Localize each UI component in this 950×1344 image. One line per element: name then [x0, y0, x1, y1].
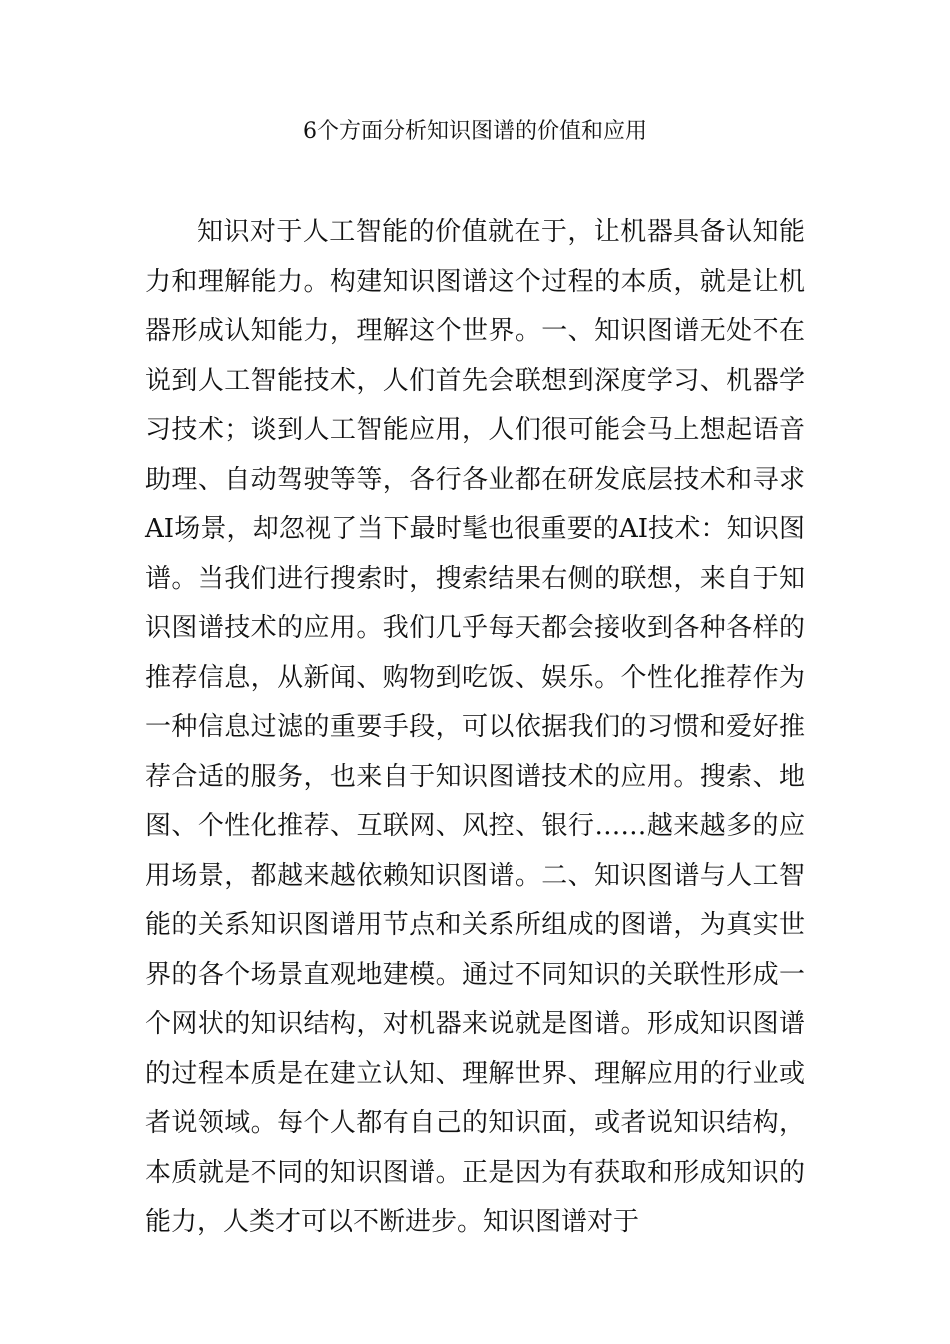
body-paragraph: 知识对于人工智能的价值就在于，让机器具备认知能力和理解能力。构建知识图谱这个过程的本质，就是让机器形成认知能力，理解这个世界。一、知识图谱无处不在说到人工智能技术，人们首先会联想到深度学习、机器学习技术；谈到人工智能应用，人们很可能会马上想起语音助理、自动驾驶等等，各行各业都在研发底层技术和寻求AI场景，却忽视了当下最时髦也很重要的AI技术：知识图谱。当我们进行搜索时，搜索结果右侧的联想，来自于知识图谱技术的应用。我们几乎每天都会接收到各种各样的推荐信息，从新闻、购物到吃饭、娱乐。个性化推荐作为一种信息过滤的重要手段，可以依据我们的习惯和爱好推荐合适的服务，也来自于知识图谱技术的应用。搜索、地图、个性化推荐、互联网、风控、银行……越来越多的应用场景，都越来越依赖知识图谱。二、知识图谱与人工智能的关系知识图谱用节点和关系所组成的图谱，为真实世界的各个场景直观地建模。通过不同知识的关联性形成一个网状的知识结构，对机器来说就是图谱。形成知识图谱的过程本质是在建立认知、理解世界、理解应用的行业或者说领域。每个人都有自己的知识面，或者说知识结构，本质就是不同的知识图谱。正是因为有获取和形成知识的能力，人类才可以不断进步。知识图谱对于	[145, 217, 805, 1237]
document-title: 6个方面分析知识图谱的价值和应用	[303, 119, 647, 144]
